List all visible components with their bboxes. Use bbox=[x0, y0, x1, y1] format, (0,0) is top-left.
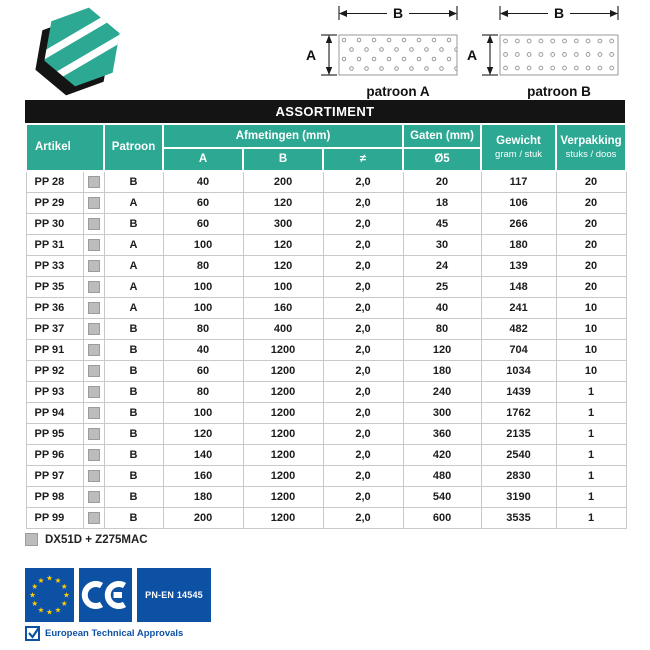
cell-weight: 3535 bbox=[481, 508, 556, 529]
svg-text:★: ★ bbox=[37, 605, 45, 615]
table-row bbox=[26, 508, 626, 529]
cell-a: 60 bbox=[163, 193, 243, 214]
svg-text:★: ★ bbox=[46, 573, 53, 583]
cell-marker bbox=[83, 340, 104, 361]
material-marker-icon bbox=[88, 281, 100, 293]
cell-artikel: PP 29 bbox=[26, 193, 83, 214]
cell-thickness: 2,0 bbox=[323, 466, 403, 487]
cell-b: 100 bbox=[243, 277, 323, 298]
cell-marker bbox=[83, 382, 104, 403]
cell-thickness: 2,0 bbox=[323, 256, 403, 277]
table-row bbox=[26, 193, 626, 214]
cell-marker bbox=[83, 319, 104, 340]
cell-holes: 30 bbox=[403, 235, 481, 256]
cell-holes: 360 bbox=[403, 424, 481, 445]
cell-weight: 1034 bbox=[481, 361, 556, 382]
brand-logo bbox=[28, 3, 128, 98]
cell-patroon: B bbox=[104, 403, 163, 424]
cell-marker bbox=[83, 487, 104, 508]
cell-thickness: 2,0 bbox=[323, 319, 403, 340]
cell-holes: 600 bbox=[403, 508, 481, 529]
cell-packing: 1 bbox=[556, 445, 626, 466]
cell-a: 60 bbox=[163, 361, 243, 382]
table-row bbox=[26, 235, 626, 256]
cell-artikel: PP 93 bbox=[26, 382, 83, 403]
material-marker-icon bbox=[88, 512, 100, 524]
table-row bbox=[26, 403, 626, 424]
header-gewicht-sub: gram / stuk bbox=[495, 149, 543, 161]
cell-thickness: 2,0 bbox=[323, 193, 403, 214]
plate-drawing-b bbox=[464, 2, 632, 78]
cell-a: 100 bbox=[163, 298, 243, 319]
cell-holes: 25 bbox=[403, 277, 481, 298]
cell-packing: 10 bbox=[556, 361, 626, 382]
cell-artikel: PP 94 bbox=[26, 403, 83, 424]
table-row bbox=[26, 361, 626, 382]
svg-text:★: ★ bbox=[54, 576, 62, 585]
hexagon-logo-icon bbox=[28, 3, 128, 98]
cell-patroon: A bbox=[104, 235, 163, 256]
table-title: ASSORTIMENT bbox=[25, 100, 625, 123]
cell-patroon: B bbox=[104, 171, 163, 193]
cell-patroon: B bbox=[104, 382, 163, 403]
table-row bbox=[26, 487, 626, 508]
cell-b: 200 bbox=[243, 171, 323, 193]
cell-marker bbox=[83, 214, 104, 235]
header-col-b: B bbox=[243, 148, 323, 171]
cell-patroon: B bbox=[104, 445, 163, 466]
header-verpakking-label: Verpakking bbox=[560, 134, 622, 147]
material-marker-icon bbox=[88, 344, 100, 356]
diagram-b-caption: patroon B bbox=[527, 84, 591, 99]
dim-label-a: A bbox=[305, 47, 317, 63]
cell-holes: 300 bbox=[403, 403, 481, 424]
cell-patroon: B bbox=[104, 319, 163, 340]
table-row bbox=[26, 424, 626, 445]
cell-a: 60 bbox=[163, 214, 243, 235]
cell-b: 1200 bbox=[243, 403, 323, 424]
cell-a: 100 bbox=[163, 277, 243, 298]
cell-holes: 480 bbox=[403, 466, 481, 487]
svg-text:★: ★ bbox=[54, 605, 62, 615]
cell-thickness: 2,0 bbox=[323, 508, 403, 529]
cell-patroon: B bbox=[104, 340, 163, 361]
table-row bbox=[26, 277, 626, 298]
svg-text:★: ★ bbox=[31, 582, 39, 592]
cell-thickness: 2,0 bbox=[323, 340, 403, 361]
material-marker-icon bbox=[88, 302, 100, 314]
cell-holes: 18 bbox=[403, 193, 481, 214]
plate-drawing-a bbox=[303, 2, 471, 78]
material-marker-icon bbox=[88, 470, 100, 482]
cell-weight: 139 bbox=[481, 256, 556, 277]
assortiment-section bbox=[25, 100, 625, 546]
table-row bbox=[26, 340, 626, 361]
cell-b: 120 bbox=[243, 193, 323, 214]
cell-marker bbox=[83, 361, 104, 382]
cell-weight: 482 bbox=[481, 319, 556, 340]
material-marker-icon bbox=[88, 218, 100, 230]
cell-marker bbox=[83, 235, 104, 256]
material-marker-icon bbox=[88, 428, 100, 440]
cell-a: 100 bbox=[163, 235, 243, 256]
cell-thickness: 2,0 bbox=[323, 361, 403, 382]
cell-weight: 1439 bbox=[481, 382, 556, 403]
cell-marker bbox=[83, 424, 104, 445]
cell-artikel: PP 37 bbox=[26, 319, 83, 340]
cell-a: 140 bbox=[163, 445, 243, 466]
eu-flag-icon bbox=[25, 568, 74, 622]
table-row bbox=[26, 445, 626, 466]
table-row bbox=[26, 298, 626, 319]
cell-packing: 10 bbox=[556, 340, 626, 361]
cell-a: 100 bbox=[163, 403, 243, 424]
table-row bbox=[26, 319, 626, 340]
cell-packing: 1 bbox=[556, 382, 626, 403]
cell-holes: 420 bbox=[403, 445, 481, 466]
cell-holes: 540 bbox=[403, 487, 481, 508]
cell-marker bbox=[83, 193, 104, 214]
header-col-thickness: ≠ bbox=[323, 148, 403, 171]
cell-b: 160 bbox=[243, 298, 323, 319]
table-row bbox=[26, 382, 626, 403]
material-marker-icon bbox=[88, 386, 100, 398]
svg-text:★: ★ bbox=[31, 599, 39, 609]
cell-marker bbox=[83, 508, 104, 529]
cell-a: 120 bbox=[163, 424, 243, 445]
cell-b: 1200 bbox=[243, 487, 323, 508]
cell-packing: 20 bbox=[556, 193, 626, 214]
cell-marker bbox=[83, 298, 104, 319]
cell-packing: 20 bbox=[556, 235, 626, 256]
eta-approvals bbox=[25, 626, 183, 641]
cell-packing: 1 bbox=[556, 487, 626, 508]
header-gewicht bbox=[481, 124, 556, 171]
cell-weight: 266 bbox=[481, 214, 556, 235]
header-artikel: Artikel bbox=[26, 124, 104, 171]
cell-marker bbox=[83, 256, 104, 277]
cell-b: 1200 bbox=[243, 424, 323, 445]
cell-thickness: 2,0 bbox=[323, 214, 403, 235]
svg-text:★: ★ bbox=[46, 607, 53, 617]
header-verpakking bbox=[556, 124, 626, 171]
material-marker-icon bbox=[88, 491, 100, 503]
cell-weight: 180 bbox=[481, 235, 556, 256]
svg-text:★: ★ bbox=[60, 599, 68, 609]
cell-patroon: A bbox=[104, 256, 163, 277]
cell-artikel: PP 99 bbox=[26, 508, 83, 529]
material-legend-label: DX51D + Z275MAC bbox=[45, 533, 148, 546]
cell-weight: 241 bbox=[481, 298, 556, 319]
cell-b: 1200 bbox=[243, 466, 323, 487]
cell-weight: 2135 bbox=[481, 424, 556, 445]
cell-thickness: 2,0 bbox=[323, 171, 403, 193]
cell-thickness: 2,0 bbox=[323, 235, 403, 256]
cell-b: 1200 bbox=[243, 361, 323, 382]
standard-label: PN-EN 14545 bbox=[145, 590, 203, 600]
cell-packing: 1 bbox=[556, 508, 626, 529]
dim-label-b: B bbox=[553, 5, 565, 21]
cell-marker bbox=[83, 277, 104, 298]
header-gewicht-label: Gewicht bbox=[496, 134, 541, 147]
cell-a: 160 bbox=[163, 466, 243, 487]
cell-artikel: PP 91 bbox=[26, 340, 83, 361]
table-row bbox=[26, 466, 626, 487]
material-marker-icon bbox=[88, 239, 100, 251]
cell-packing: 20 bbox=[556, 171, 626, 193]
cell-a: 200 bbox=[163, 508, 243, 529]
cell-b: 120 bbox=[243, 256, 323, 277]
cell-holes: 120 bbox=[403, 340, 481, 361]
cell-a: 80 bbox=[163, 319, 243, 340]
cell-a: 40 bbox=[163, 171, 243, 193]
header-col-hole-diameter: Ø5 bbox=[403, 148, 481, 171]
cell-artikel: PP 95 bbox=[26, 424, 83, 445]
table-row bbox=[26, 171, 626, 193]
cell-artikel: PP 31 bbox=[26, 235, 83, 256]
cell-patroon: B bbox=[104, 214, 163, 235]
cell-marker bbox=[83, 466, 104, 487]
cell-patroon: B bbox=[104, 508, 163, 529]
cell-thickness: 2,0 bbox=[323, 382, 403, 403]
cell-weight: 2830 bbox=[481, 466, 556, 487]
cell-b: 1200 bbox=[243, 508, 323, 529]
cell-thickness: 2,0 bbox=[323, 298, 403, 319]
cell-artikel: PP 96 bbox=[26, 445, 83, 466]
cell-patroon: B bbox=[104, 361, 163, 382]
material-marker-icon bbox=[25, 533, 38, 546]
standard-badge bbox=[137, 568, 211, 622]
svg-text:★: ★ bbox=[60, 582, 68, 592]
cell-holes: 40 bbox=[403, 298, 481, 319]
cell-packing: 20 bbox=[556, 214, 626, 235]
material-marker-icon bbox=[88, 407, 100, 419]
material-marker-icon bbox=[88, 260, 100, 272]
cell-marker bbox=[83, 445, 104, 466]
ce-mark-icon bbox=[79, 568, 132, 622]
header-gaten: Gaten (mm) bbox=[403, 124, 481, 148]
cell-packing: 1 bbox=[556, 424, 626, 445]
header-patroon: Patroon bbox=[104, 124, 163, 171]
header-verpakking-sub: stuks / doos bbox=[565, 149, 617, 161]
cell-marker bbox=[83, 403, 104, 424]
eta-label: European Technical Approvals bbox=[45, 628, 184, 639]
cell-artikel: PP 35 bbox=[26, 277, 83, 298]
svg-text:★: ★ bbox=[63, 590, 70, 600]
cell-packing: 20 bbox=[556, 256, 626, 277]
cell-packing: 10 bbox=[556, 298, 626, 319]
cell-a: 180 bbox=[163, 487, 243, 508]
cell-holes: 180 bbox=[403, 361, 481, 382]
cell-weight: 2540 bbox=[481, 445, 556, 466]
diagram-patroon-b bbox=[464, 2, 632, 99]
cell-holes: 45 bbox=[403, 214, 481, 235]
cell-artikel: PP 33 bbox=[26, 256, 83, 277]
cell-b: 1200 bbox=[243, 340, 323, 361]
cell-b: 1200 bbox=[243, 445, 323, 466]
cell-artikel: PP 97 bbox=[26, 466, 83, 487]
cell-holes: 240 bbox=[403, 382, 481, 403]
cell-weight: 106 bbox=[481, 193, 556, 214]
table-row bbox=[26, 214, 626, 235]
cell-weight: 704 bbox=[481, 340, 556, 361]
dim-label-a: A bbox=[466, 47, 478, 63]
checkmark-icon bbox=[25, 626, 40, 641]
material-marker-icon bbox=[88, 176, 100, 188]
cell-thickness: 2,0 bbox=[323, 424, 403, 445]
assortiment-table bbox=[25, 123, 627, 529]
cell-b: 120 bbox=[243, 235, 323, 256]
cell-b: 400 bbox=[243, 319, 323, 340]
cell-weight: 117 bbox=[481, 171, 556, 193]
certifications bbox=[25, 568, 211, 622]
dim-label-b: B bbox=[392, 5, 404, 21]
cell-artikel: PP 98 bbox=[26, 487, 83, 508]
cell-patroon: B bbox=[104, 466, 163, 487]
cell-thickness: 2,0 bbox=[323, 445, 403, 466]
cell-patroon: B bbox=[104, 424, 163, 445]
cell-thickness: 2,0 bbox=[323, 403, 403, 424]
cell-marker bbox=[83, 171, 104, 193]
cell-artikel: PP 36 bbox=[26, 298, 83, 319]
table-body bbox=[26, 171, 626, 529]
material-marker-icon bbox=[88, 323, 100, 335]
cell-artikel: PP 92 bbox=[26, 361, 83, 382]
svg-text:★: ★ bbox=[29, 590, 36, 600]
cell-packing: 1 bbox=[556, 403, 626, 424]
cell-holes: 80 bbox=[403, 319, 481, 340]
diagram-a-caption: patroon A bbox=[366, 84, 430, 99]
cell-a: 40 bbox=[163, 340, 243, 361]
cell-packing: 1 bbox=[556, 466, 626, 487]
cell-holes: 24 bbox=[403, 256, 481, 277]
header-afmetingen: Afmetingen (mm) bbox=[163, 124, 403, 148]
cell-packing: 20 bbox=[556, 277, 626, 298]
cell-patroon: B bbox=[104, 487, 163, 508]
cell-weight: 3190 bbox=[481, 487, 556, 508]
cell-packing: 10 bbox=[556, 319, 626, 340]
cell-a: 80 bbox=[163, 256, 243, 277]
cell-b: 300 bbox=[243, 214, 323, 235]
material-marker-icon bbox=[88, 449, 100, 461]
cell-patroon: A bbox=[104, 277, 163, 298]
svg-text:★: ★ bbox=[37, 576, 45, 585]
cell-patroon: A bbox=[104, 193, 163, 214]
material-marker-icon bbox=[88, 197, 100, 209]
cell-weight: 148 bbox=[481, 277, 556, 298]
cell-artikel: PP 28 bbox=[26, 171, 83, 193]
cell-artikel: PP 30 bbox=[26, 214, 83, 235]
diagram-patroon-a bbox=[303, 2, 471, 99]
cell-holes: 20 bbox=[403, 171, 481, 193]
table-row bbox=[26, 256, 626, 277]
header-col-a: A bbox=[163, 148, 243, 171]
cell-weight: 1762 bbox=[481, 403, 556, 424]
cell-patroon: A bbox=[104, 298, 163, 319]
material-legend bbox=[25, 533, 625, 546]
material-marker-icon bbox=[88, 365, 100, 377]
cell-thickness: 2,0 bbox=[323, 487, 403, 508]
cell-b: 1200 bbox=[243, 382, 323, 403]
cell-thickness: 2,0 bbox=[323, 277, 403, 298]
cell-a: 80 bbox=[163, 382, 243, 403]
